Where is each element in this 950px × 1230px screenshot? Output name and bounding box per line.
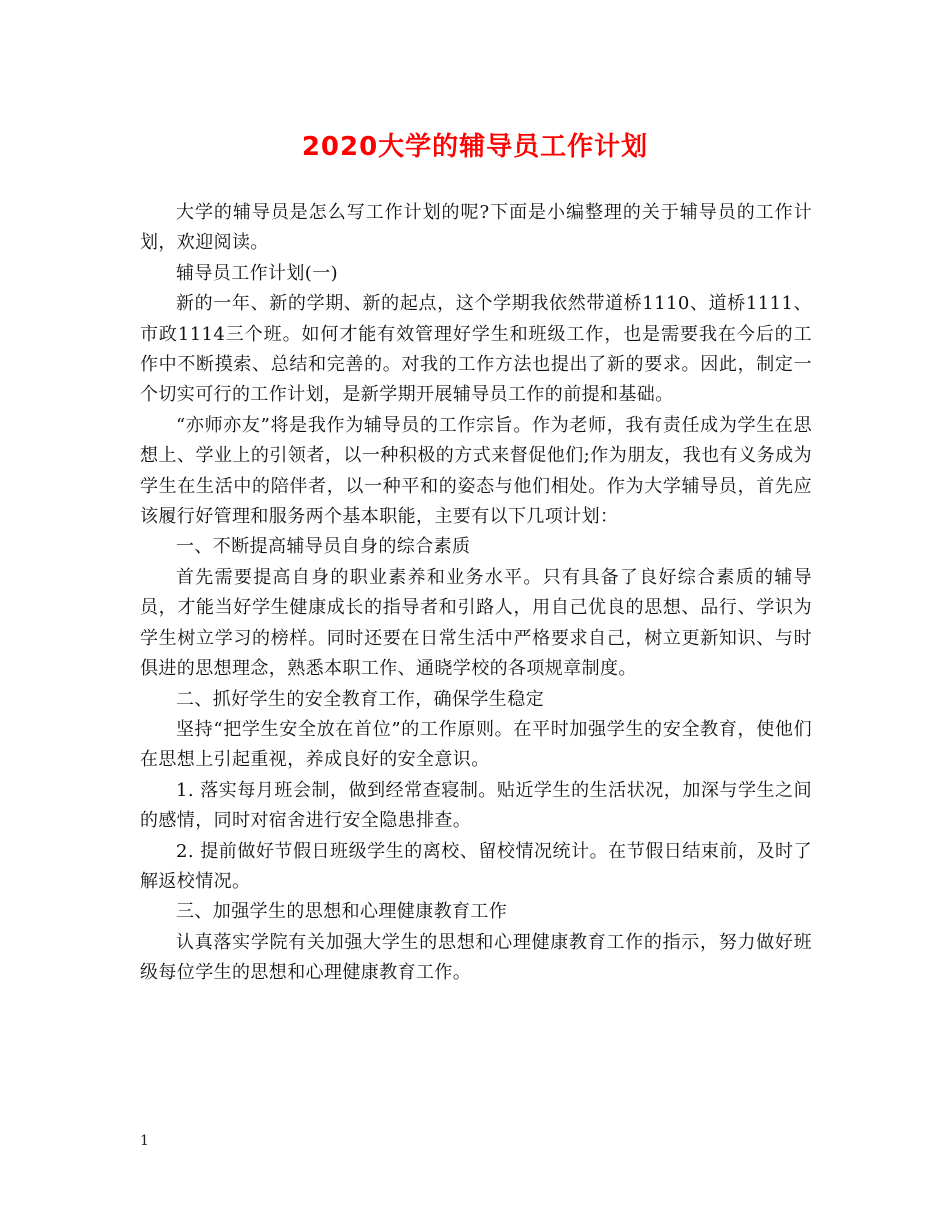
body-paragraph: 首先需要提高自身的职业素养和业务水平。只有具备了良好综合素质的辅导员，才能当好学生健康成长的指导者和引路人，用自己优良的思想、品行、学识为学生树立学习的榜样。同时还要在日常生活中严格要求自己，树立更新知识、与时俱进的思想理念，熟悉本职工作、通晓学校的各项规章制度。 — [140, 566, 812, 680]
document-body — [140, 198, 812, 989]
section-heading: 二、抓好学生的安全教育工作，确保学生稳定 — [176, 688, 544, 710]
body-paragraph: 认真落实学院有关加强大学生的思想和心理健康教育工作的指示，努力做好班级每位学生的思想和心理健康教育工作。 — [140, 931, 812, 984]
list-item: 1. 落实每月班会制，做到经常查寝制。贴近学生的生活状况，加深与学生之间的感情，同时对宿舍进行安全隐患排查。 — [140, 779, 812, 832]
list-item: 2. 提前做好节假日班级学生的离校、留校情况统计。在节假日结束前，及时了解返校情况。 — [140, 840, 812, 892]
body-paragraph: 新的一年、新的学期、新的起点，这个学期我依然带道桥1110、道桥1111、市政1114三个班。如何才能有效管理好学生和班级工作，也是需要我在今后的工作中不断摸索、总结和完善的。对我的工作方法也提出了新的要求。因此，制定一个切实可行的工作计划，是新学期开展辅导员工作的前提和基础。 — [140, 293, 812, 406]
section-heading: 一、不断提高辅导员自身的综合素质 — [176, 536, 471, 558]
page-number: 1 — [140, 1133, 149, 1149]
section-heading: 三、加强学生的思想和心理健康教育工作 — [176, 901, 508, 923]
intro-paragraph: 大学的辅导员是怎么写工作计划的呢?下面是小编整理的关于辅导员的工作计划，欢迎阅读。 — [140, 202, 812, 254]
body-paragraph: “亦师亦友”将是我作为辅导员的工作宗旨。作为老师，我有责任成为学生在思想上、学业上的引领者，以一种积极的方式来督促他们;作为朋友，我也有义务成为学生在生活中的陪伴者，以一种平和的姿态与他们相处。作为大学辅导员，首先应该履行好管理和服务两个基本职能，主要有以下几项计划： — [140, 414, 812, 528]
plan-heading: 辅导员工作计划(一) — [176, 262, 339, 284]
document-title: 2020大学的辅导员工作计划 — [301, 132, 649, 162]
body-paragraph: 坚持“把学生安全放在首位”的工作原则。在平时加强学生的安全教育，使他们在思想上引起重视，养成良好的安全意识。 — [140, 718, 812, 771]
